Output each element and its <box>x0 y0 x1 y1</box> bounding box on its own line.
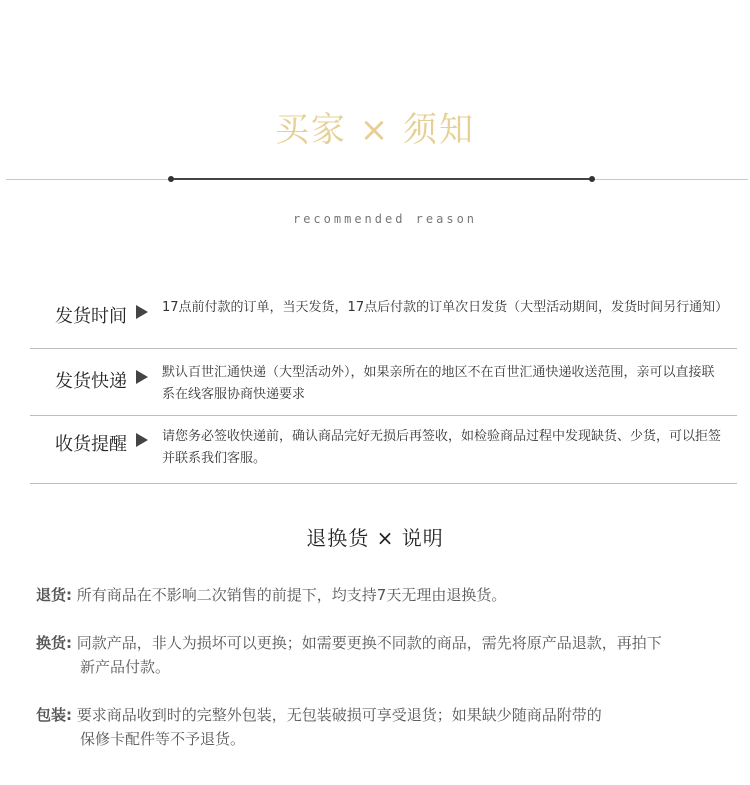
divider-thick-line <box>171 178 592 180</box>
return-note-refund <box>36 583 726 607</box>
info-row-text: 请您务必签收快递前，确认商品完好无损后再签收，如检验商品过程中发现缺货、少货，可以拒签并联系我们客服。 <box>162 429 722 466</box>
return-note-packaging <box>36 703 726 751</box>
note-label: 包装: <box>36 706 72 724</box>
info-row-text: 默认百世汇通快递（大型活动外），如果亲所在的地区不在百世汇通快递收送范围，亲可以直接联系在线客服协商快递要求 <box>162 365 715 402</box>
note-text: 同款产品，非人为损坏可以更换；如需要更换不同款的商品，需先将原产品退款，再拍下 <box>76 634 662 652</box>
info-row-shipping-time <box>30 282 737 349</box>
info-row-label: 收货提醒 <box>55 434 127 455</box>
note-text-continued: 新产品付款。 <box>80 658 171 676</box>
note-text-continued: 保修卡配件等不予退货。 <box>80 730 246 748</box>
play-arrow-icon <box>136 370 148 384</box>
divider-dot-right <box>589 176 595 182</box>
play-arrow-icon <box>136 305 148 319</box>
note-text: 要求商品收到时的完整外包装，无包装破损可享受退货；如果缺少随商品附带的 <box>76 706 602 724</box>
note-text: 所有商品在不影响二次销售的前提下，均支持7天无理由退换货。 <box>76 586 507 604</box>
returns-section-title: 退换货 × 说明 <box>306 526 444 550</box>
play-arrow-icon <box>136 433 148 447</box>
buyer-notice-title: 买家 × 须知 <box>274 110 476 150</box>
note-label: 换货: <box>36 634 72 652</box>
info-row-text: 17点前付款的订单，当天发货，17点后付款的订单次日发货（大型活动期间，发货时间另行通知） <box>162 300 729 315</box>
info-row-receipt-reminder <box>30 416 737 484</box>
note-label: 退货: <box>36 586 72 604</box>
return-note-exchange <box>36 631 726 679</box>
info-row-label: 发货时间 <box>55 306 127 327</box>
subtitle: recommended reason <box>292 212 478 226</box>
info-row-label: 发货快递 <box>55 371 127 392</box>
info-row-courier <box>30 349 737 416</box>
divider-dot-left <box>168 176 174 182</box>
